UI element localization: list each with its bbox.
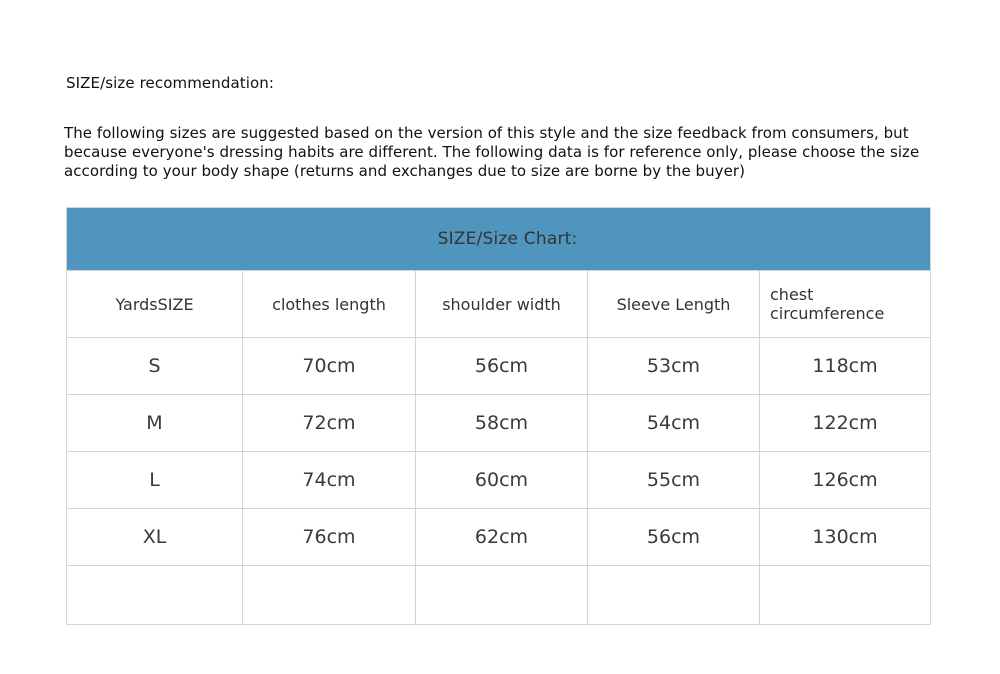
table-header-row [67,271,931,338]
cell-shoulder-width: 60cm [416,452,588,509]
cell-size: S [67,338,243,395]
cell-sleeve-length: 55cm [588,452,760,509]
cell-shoulder-width: 56cm [416,338,588,395]
cell-chest-circumference [760,566,931,625]
cell-clothes-length [243,566,416,625]
cell-sleeve-length [588,566,760,625]
cell-clothes-length: 72cm [243,395,416,452]
intro-paragraph: The following sizes are suggested based on the version of this style and the size feedback from consumers, but because everyone's dressing habits are different. The following data is for reference only, please choose the size according to your body shape (returns and exchanges due to size are borne by the buyer) [64,124,920,180]
cell-size [67,566,243,625]
column-header-chest-circumference: chest circumference [760,271,931,338]
cell-size: M [67,395,243,452]
chart-title-row [67,208,931,271]
page-title: SIZE/size recommendation: [66,74,275,92]
table-row [67,566,931,625]
cell-size: L [67,452,243,509]
cell-sleeve-length: 56cm [588,509,760,566]
cell-clothes-length: 70cm [243,338,416,395]
table-row [67,509,931,566]
cell-chest-circumference: 118cm [760,338,931,395]
column-header-shoulder-width: shoulder width [416,271,588,338]
cell-clothes-length: 74cm [243,452,416,509]
chart-title: SIZE/Size Chart: [67,208,931,271]
column-header-clothes-length: clothes length [243,271,416,338]
cell-sleeve-length: 53cm [588,338,760,395]
cell-clothes-length: 76cm [243,509,416,566]
cell-chest-circumference: 126cm [760,452,931,509]
table-row [67,338,931,395]
cell-shoulder-width: 58cm [416,395,588,452]
table-row [67,452,931,509]
cell-shoulder-width [416,566,588,625]
cell-shoulder-width: 62cm [416,509,588,566]
column-header-sleeve-length: Sleeve Length [588,271,760,338]
cell-size: XL [67,509,243,566]
cell-chest-circumference: 130cm [760,509,931,566]
column-header-size: YardsSIZE [67,271,243,338]
table-row [67,395,931,452]
cell-chest-circumference: 122cm [760,395,931,452]
size-chart-table [66,207,931,625]
cell-sleeve-length: 54cm [588,395,760,452]
